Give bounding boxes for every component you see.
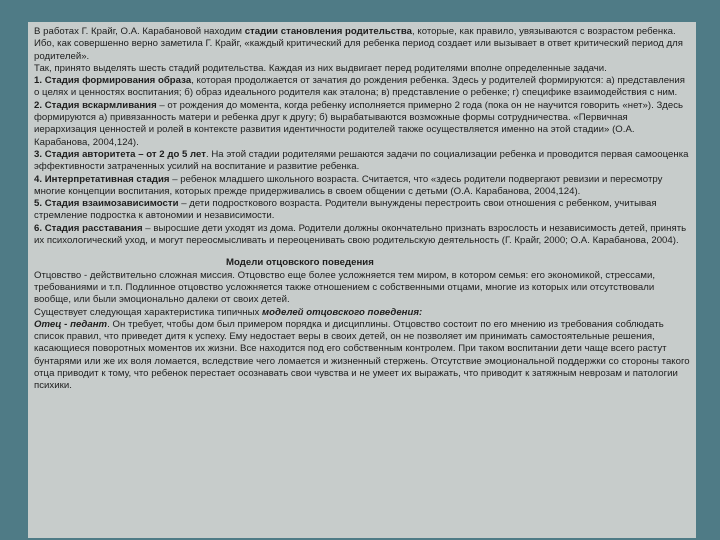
pedant-paragraph <box>34 319 690 393</box>
stage-paragraph <box>34 100 690 149</box>
fatherhood-paragraph: Отцовство - действительно сложная миссия. Отцовство еще более усложняется тем миром, в котором семья: его экономикой, стрессами, требованиями и т.п. Подлинное отцовство усложняется также отношением с собственными отцами, многие из которых или отсутствовали вообще, или были эмоционально далеки от своих детей. <box>34 269 656 306</box>
section-title: Модели отцовского поведения <box>226 257 374 269</box>
stage-label: 1. Стадия формирования образа <box>34 75 192 87</box>
stage-paragraph <box>34 198 690 223</box>
stage-paragraph <box>34 174 690 199</box>
models-intro-paragraph <box>34 307 690 319</box>
summary-paragraph: Так, принято выделять шесть стадий родительства. Каждая из них выдвигает перед родителями вполне определенные задачи. <box>34 62 607 74</box>
models-intro-text: Существует следующая характеристика типичных <box>34 306 263 318</box>
pedant-text: . Он требует, чтобы дом был примером порядка и дисциплины. Отцовство состоит по его мнению из требования соблюдать список правил, что приведет дитя к успеху. Ему недостает веры в своих детей, он не позволяет им принимать самостоятельные решения, касающиеся поворотных моментов их жизни. Все находится под его собственным контролем. При таком воспитании дети чаще всего растут бунтарями или же их воля ломается, вследствие чего ломается и жизненный стержень. Отсутствие эмоциональной поддержки со стороны такого отца приводит к тому, что ребенок перестает осознавать свои чувства и не умеет их выражать, что приводит к затяжным неврозам и патологии психики. <box>34 318 690 392</box>
stage-text: – выросшие дети уходят из дома. Родители должны окончательно признать взрослость и независимость детей, принять их психологический уход, и могут переосмысливать и переоценивать свою родительскую деятельность (Г. Крайг, 2000; О.А. Карабанова, 2004). <box>34 222 687 247</box>
stage-paragraph <box>34 149 690 174</box>
document-sheet <box>28 22 696 538</box>
stage-text: – дети подросткового возраста. Родители вынуждены перестроить свои отношения с ребенком, учитывая стремление подростка к автономии и независимости. <box>34 198 657 222</box>
stage-paragraph <box>34 223 690 248</box>
models-intro-highlight: моделей отцовского поведения: <box>262 306 423 318</box>
intro-paragraph <box>34 26 690 63</box>
stage-text: , которая продолжается от зачатия до рождения ребенка. Здесь у родителей формируются: а) представления о целях и ценностях воспитания; б) образ идеального родителя как эталона; в) представление о ребенке; г) специфике взаимодействия с ним. <box>34 75 685 99</box>
pedant-label: Отец - педант <box>34 318 108 330</box>
stage-label: 5. Стадия взаимозависимости <box>34 198 179 210</box>
intro-text-start: В работах Г. Крайг, О.А. Карабановой находим <box>34 26 245 37</box>
stage-text: – от рождения до момента, когда ребенку исполняется примерно 2 года (пока он не научится говорить «нет»). Здесь формируются а) привязанность матери и ребенка друг к другу; б) вырабатываются возможные формы сотрудничества. «Первичная иерархизация ценностей и ролей в контексте развития идентичности родителей также осуществляется именно на этой стадии» (О.А. Карабанова, 2004,124). <box>34 99 684 148</box>
stage-paragraph <box>34 75 690 100</box>
stage-text: – ребенок младшего школьного возраста. Считается, что «здесь родители подвергают ревизии и пересмотру многие концепции воспитания, которых прежде придерживались в своем общении с детьми (О.А. Карабанова, 2004,124). <box>34 173 663 197</box>
stage-label: 2. Стадия вскармливания <box>34 99 157 111</box>
stage-label: 3. Стадия авторитета – от 2 до 5 лет <box>34 148 206 160</box>
intro-text-end: , которые, как правило, увязываются с возрастом ребенка. Ибо, как совершенно верно заметила Г. Крайг, «каждый критический для ребенка период создает или вызывает в ответ критический период для родителей». <box>34 26 683 62</box>
stage-label: 4. Интерпретативная стадия <box>34 173 170 185</box>
intro-highlight: стадии становления родительства <box>244 26 413 37</box>
stage-label: 6. Стадия расставания <box>34 222 143 234</box>
stage-text: . На этой стадии родителями решаются задачи по социализации ребенка и проводится первая самооценка эффективности затраченных усилий на воспитание и развитие ребенка. <box>34 148 689 173</box>
section-gap <box>34 247 690 257</box>
